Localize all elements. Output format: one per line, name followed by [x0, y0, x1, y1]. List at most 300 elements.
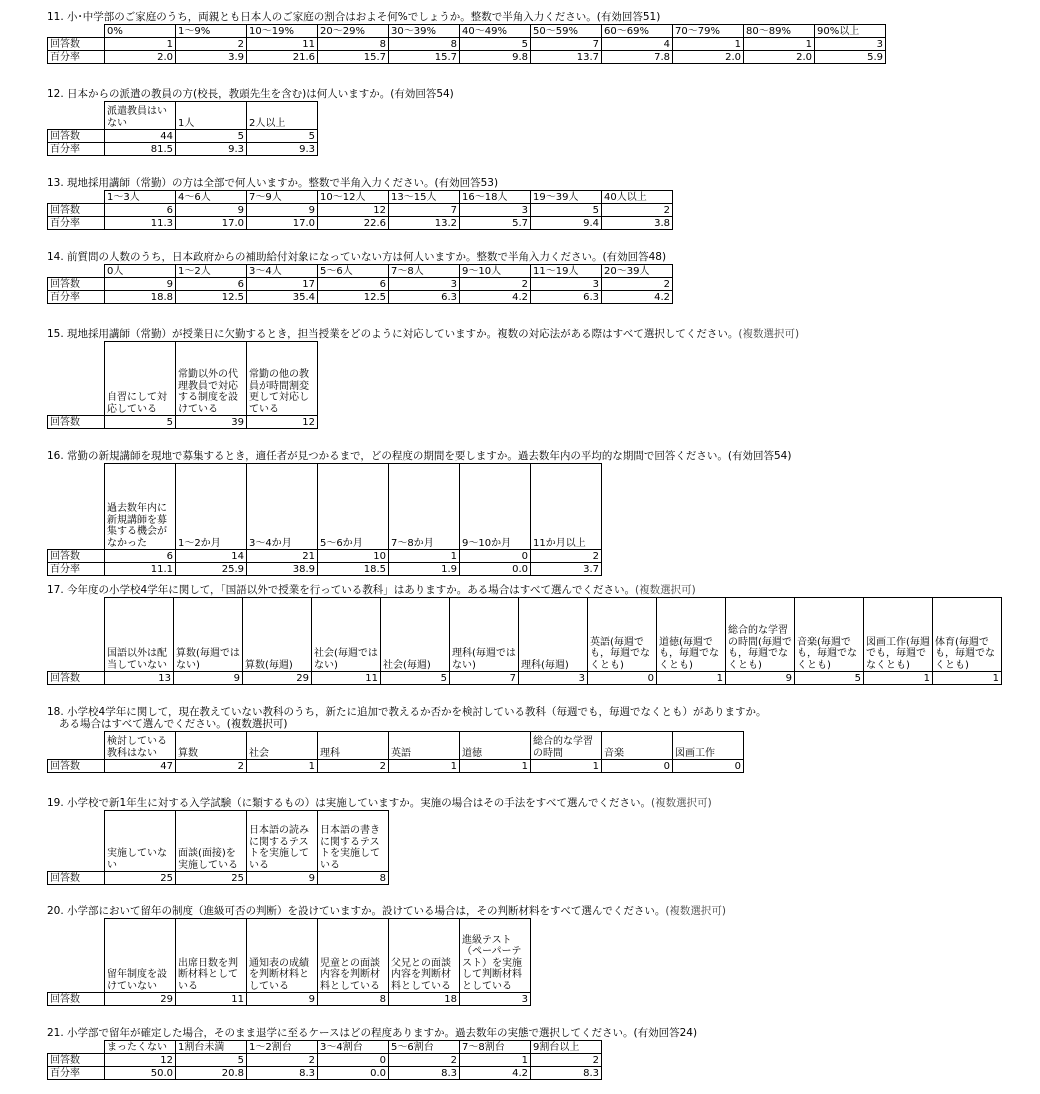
- value-cell: 0: [460, 550, 531, 563]
- column-header: 40人以上: [602, 191, 673, 204]
- value-cell: 18.8: [105, 291, 176, 304]
- value-cell: 3: [389, 278, 460, 291]
- value-cell: 11.1: [105, 563, 176, 576]
- column-header: 90%以上: [815, 25, 886, 38]
- row-label: 回答数: [48, 550, 105, 563]
- result-table: [47, 101, 318, 156]
- value-cell: 17: [247, 278, 318, 291]
- question-title-text: 16. 常勤の新規講師を現地で募集するとき，適任者が見つかるまで，どの程度の期間を要しますか。過去数年内の平均的な期間で回答ください。(有効回答54): [47, 450, 792, 462]
- question-q14: [47, 251, 673, 304]
- question-q16: [47, 450, 791, 576]
- result-table: [47, 731, 744, 773]
- value-cell: 1: [933, 672, 1002, 685]
- value-cell: 13.2: [389, 217, 460, 230]
- column-header: 5〜6人: [318, 265, 389, 278]
- corner-cell: [48, 598, 105, 672]
- column-header: 10〜19%: [247, 25, 318, 38]
- question-note: (複数選択可): [651, 797, 712, 809]
- value-cell: 44: [105, 130, 176, 143]
- percent-row: [48, 1067, 602, 1080]
- result-table: [47, 190, 673, 230]
- row-label: 百分率: [48, 563, 105, 576]
- question-title: [47, 584, 1002, 596]
- percent-row: [48, 51, 886, 64]
- column-header: 社会(毎週): [381, 598, 450, 672]
- table-header-row: [48, 191, 673, 204]
- value-cell: 0: [602, 760, 673, 773]
- value-cell: 12: [318, 204, 389, 217]
- percent-row: [48, 291, 673, 304]
- column-header: 実施していない: [105, 811, 176, 872]
- table-header-row: [48, 464, 602, 550]
- question-title: [47, 706, 767, 718]
- column-header: 留年制度を設けていない: [105, 919, 176, 993]
- value-cell: 10: [318, 550, 389, 563]
- value-cell: 11.3: [105, 217, 176, 230]
- corner-cell: [48, 25, 105, 38]
- column-header: 1〜9%: [176, 25, 247, 38]
- table-header-row: [48, 732, 744, 760]
- row-label: 回答数: [48, 872, 105, 885]
- row-label: 回答数: [48, 993, 105, 1006]
- column-header: 社会: [247, 732, 318, 760]
- column-header: 3〜4人: [247, 265, 318, 278]
- column-header: 日本語の書きに関するテストを実施している: [318, 811, 389, 872]
- column-header: 30〜39%: [389, 25, 460, 38]
- value-cell: 6: [105, 204, 176, 217]
- value-cell: 0: [673, 760, 744, 773]
- question-note: (複数選択可): [738, 328, 800, 340]
- value-cell: 9.3: [176, 143, 247, 156]
- row-label: 回答数: [48, 1054, 105, 1067]
- column-header: 過去数年内に新規講師を募集する機会がなかった: [105, 464, 176, 550]
- value-cell: 17.0: [176, 217, 247, 230]
- value-cell: 1: [460, 760, 531, 773]
- value-cell: 1.9: [389, 563, 460, 576]
- column-header: 11か月以上: [531, 464, 602, 550]
- row-label: 百分率: [48, 143, 105, 156]
- value-cell: 9.3: [247, 143, 318, 156]
- value-cell: 3: [519, 672, 588, 685]
- value-cell: 5: [176, 130, 247, 143]
- result-table: [47, 597, 1002, 685]
- corner-cell: [48, 191, 105, 204]
- row-label: 百分率: [48, 217, 105, 230]
- column-header: 3〜4割台: [318, 1041, 389, 1054]
- column-header: 父兄との面談内容を判断材料としている: [389, 919, 460, 993]
- table-header-row: [48, 598, 1002, 672]
- column-header: 1割台未満: [176, 1041, 247, 1054]
- column-header: 日本語の読みに関するテストを実施している: [247, 811, 318, 872]
- column-header: 40〜49%: [460, 25, 531, 38]
- value-cell: 81.5: [105, 143, 176, 156]
- value-cell: 3: [460, 993, 531, 1006]
- count-row: [48, 760, 744, 773]
- row-label: 百分率: [48, 51, 105, 64]
- column-header: 60〜69%: [602, 25, 673, 38]
- value-cell: 1: [105, 38, 176, 51]
- question-q19: [47, 797, 712, 885]
- column-header: 図画工作(毎週でも，毎週でなくとも): [864, 598, 933, 672]
- value-cell: 5: [795, 672, 864, 685]
- value-cell: 15.7: [389, 51, 460, 64]
- column-header: 20〜29%: [318, 25, 389, 38]
- column-header: 理科: [318, 732, 389, 760]
- question-title-line2: ある場合はすべて選んでください。(複数選択可): [59, 718, 288, 731]
- column-header: 9〜10人: [460, 265, 531, 278]
- value-cell: 2: [389, 1054, 460, 1067]
- value-cell: 9: [105, 278, 176, 291]
- value-cell: 5: [381, 672, 450, 685]
- value-cell: 20.8: [176, 1067, 247, 1080]
- row-label: 回答数: [48, 416, 105, 429]
- question-title-text: 20. 小学部において留年の制度（進級可否の判断）を設けていますか。設けている場合は，その判断材料をすべて選んでください。: [47, 905, 666, 917]
- corner-cell: [48, 1041, 105, 1054]
- value-cell: 11: [247, 38, 318, 51]
- column-header: 0%: [105, 25, 176, 38]
- value-cell: 5: [460, 38, 531, 51]
- column-header: 13〜15人: [389, 191, 460, 204]
- question-title-text: 15. 現地採用講師（常勤）が授業日に欠勤するとき，担当授業をどのように対応していますか。複数の対応法がある際はすべて選択してください。: [47, 328, 739, 340]
- question-title: [47, 177, 673, 189]
- question-title-text: 13. 現地採用講師（常勤）の方は全部で何人いますか。整数で半角入力ください。(有効回答53): [47, 177, 499, 189]
- value-cell: 9.4: [531, 217, 602, 230]
- column-header: 体育(毎週でも，毎週でなくとも): [933, 598, 1002, 672]
- count-row: [48, 993, 531, 1006]
- value-cell: 8.3: [247, 1067, 318, 1080]
- value-cell: 1: [389, 760, 460, 773]
- count-row: [48, 278, 673, 291]
- column-header: 派遣教員はいない: [105, 102, 176, 130]
- question-q17: [47, 584, 1002, 685]
- column-header: 11〜19人: [531, 265, 602, 278]
- value-cell: 18: [389, 993, 460, 1006]
- column-header: 算数: [176, 732, 247, 760]
- value-cell: 8.3: [389, 1067, 460, 1080]
- column-header: 検討している教科はない: [105, 732, 176, 760]
- question-title: [47, 88, 454, 100]
- value-cell: 6: [105, 550, 176, 563]
- question-title-text: 14. 前質問の人数のうち，日本政府からの補助給付対象になっていない方は何人いますか。整数で半角入力ください。(有効回答48): [47, 251, 667, 263]
- value-cell: 9: [174, 672, 243, 685]
- value-cell: 8: [318, 38, 389, 51]
- question-title: [47, 797, 712, 809]
- table-header-row: [48, 1041, 602, 1054]
- value-cell: 2.0: [673, 51, 744, 64]
- percent-row: [48, 217, 673, 230]
- result-table: [47, 463, 602, 576]
- question-title-text: 18. 小学校4学年に関して，現在教えていない教科のうち，新たに追加で教えるか否かを検討している教科（毎週でも，毎週でなくとも）がありますか。: [47, 706, 767, 718]
- column-header: 9割台以上: [531, 1041, 602, 1054]
- question-q18: [47, 706, 767, 773]
- result-table: [47, 264, 673, 304]
- column-header: 英語: [389, 732, 460, 760]
- column-header: 総合的な学習の時間: [531, 732, 602, 760]
- column-header: 9〜10か月: [460, 464, 531, 550]
- question-note: (複数選択可): [665, 905, 727, 917]
- value-cell: 5.7: [460, 217, 531, 230]
- value-cell: 13.7: [531, 51, 602, 64]
- value-cell: 11: [176, 993, 247, 1006]
- column-header: 80〜89%: [744, 25, 815, 38]
- column-header: 道徳: [460, 732, 531, 760]
- value-cell: 2: [176, 38, 247, 51]
- value-cell: 0.0: [460, 563, 531, 576]
- value-cell: 5: [105, 416, 176, 429]
- question-title-text: 21. 小学部で留年が確定した場合，そのまま退学に至るケースはどの程度ありますか。過去数年の実態で選択してください。(有効回答24): [47, 1027, 698, 1039]
- count-row: [48, 672, 1002, 685]
- question-q13: [47, 177, 673, 230]
- value-cell: 0: [588, 672, 657, 685]
- row-label: 百分率: [48, 1067, 105, 1080]
- value-cell: 1: [673, 38, 744, 51]
- value-cell: 11: [312, 672, 381, 685]
- column-header: 図画工作: [673, 732, 744, 760]
- percent-row: [48, 563, 602, 576]
- value-cell: 25: [105, 872, 176, 885]
- result-table: [47, 24, 886, 64]
- result-table: [47, 918, 531, 1006]
- value-cell: 1: [744, 38, 815, 51]
- column-header: 通知表の成績を判断材料としている: [247, 919, 318, 993]
- column-header: 7〜8か月: [389, 464, 460, 550]
- column-header: 1〜2人: [176, 265, 247, 278]
- value-cell: 50.0: [105, 1067, 176, 1080]
- column-header: 音楽(毎週でも，毎週でなくとも): [795, 598, 864, 672]
- table-header-row: [48, 102, 318, 130]
- value-cell: 1: [657, 672, 726, 685]
- column-header: 1人: [176, 102, 247, 130]
- value-cell: 12.5: [318, 291, 389, 304]
- value-cell: 5: [247, 130, 318, 143]
- question-title-text: 19. 小学校で新1年生に対する入学試験（に類するもの）は実施していますか。実施の場合はその手法をすべて選んでください。: [47, 797, 652, 809]
- value-cell: 18.5: [318, 563, 389, 576]
- question-q11: [47, 11, 886, 64]
- value-cell: 2: [247, 1054, 318, 1067]
- value-cell: 2: [318, 760, 389, 773]
- result-table: [47, 810, 389, 885]
- column-header: 面談(面接)を実施している: [176, 811, 247, 872]
- table-header-row: [48, 919, 531, 993]
- column-header: 4〜6人: [176, 191, 247, 204]
- column-header: 道徳(毎週でも，毎週でなくとも): [657, 598, 726, 672]
- question-title: [47, 328, 799, 340]
- column-header: 50〜59%: [531, 25, 602, 38]
- value-cell: 15.7: [318, 51, 389, 64]
- value-cell: 2: [602, 278, 673, 291]
- value-cell: 21: [247, 550, 318, 563]
- value-cell: 25: [176, 872, 247, 885]
- value-cell: 6: [176, 278, 247, 291]
- column-header: 5〜6割台: [389, 1041, 460, 1054]
- value-cell: 8.3: [531, 1067, 602, 1080]
- question-q12: [47, 88, 454, 156]
- value-cell: 5: [531, 204, 602, 217]
- column-header: 20〜39人: [602, 265, 673, 278]
- value-cell: 8: [318, 993, 389, 1006]
- result-table: [47, 1040, 602, 1080]
- column-header: 7〜8人: [389, 265, 460, 278]
- value-cell: 3.7: [531, 563, 602, 576]
- value-cell: 3: [815, 38, 886, 51]
- column-header: まったくない: [105, 1041, 176, 1054]
- question-q21: [47, 1027, 697, 1080]
- value-cell: 29: [105, 993, 176, 1006]
- column-header: 英語(毎週でも，毎週でなくとも): [588, 598, 657, 672]
- corner-cell: [48, 811, 105, 872]
- row-label: 回答数: [48, 278, 105, 291]
- question-title: [47, 450, 791, 462]
- column-header: 出席日数を判断材料としている: [176, 919, 247, 993]
- value-cell: 3: [531, 278, 602, 291]
- value-cell: 7: [389, 204, 460, 217]
- question-note: (複数選択可): [635, 584, 696, 596]
- count-row: [48, 416, 318, 429]
- result-table: [47, 341, 318, 429]
- row-label: 回答数: [48, 760, 105, 773]
- value-cell: 5: [176, 1054, 247, 1067]
- count-row: [48, 204, 673, 217]
- corner-cell: [48, 464, 105, 550]
- value-cell: 9.8: [460, 51, 531, 64]
- value-cell: 12: [247, 416, 318, 429]
- question-title: [47, 1027, 697, 1039]
- percent-row: [48, 143, 318, 156]
- column-header: 音楽: [602, 732, 673, 760]
- corner-cell: [48, 342, 105, 416]
- value-cell: 4: [602, 38, 673, 51]
- value-cell: 12: [105, 1054, 176, 1067]
- column-header: 16〜18人: [460, 191, 531, 204]
- value-cell: 2: [531, 550, 602, 563]
- value-cell: 1: [389, 550, 460, 563]
- row-label: 百分率: [48, 291, 105, 304]
- value-cell: 1: [531, 760, 602, 773]
- value-cell: 3.8: [602, 217, 673, 230]
- value-cell: 9: [247, 993, 318, 1006]
- value-cell: 2: [176, 760, 247, 773]
- column-header: 1〜2割台: [247, 1041, 318, 1054]
- value-cell: 22.6: [318, 217, 389, 230]
- value-cell: 3.9: [176, 51, 247, 64]
- column-header: 総合的な学習の時間(毎週でも，毎週でなくとも): [726, 598, 795, 672]
- column-header: 常勤以外の代理教員で対応する制度を設けている: [176, 342, 247, 416]
- value-cell: 7: [531, 38, 602, 51]
- value-cell: 1: [864, 672, 933, 685]
- table-header-row: [48, 25, 886, 38]
- value-cell: 2.0: [744, 51, 815, 64]
- column-header: 算数(毎週ではない): [174, 598, 243, 672]
- corner-cell: [48, 732, 105, 760]
- column-header: 児童との面談内容を判断材料としている: [318, 919, 389, 993]
- column-header: 常勤の他の教員が時間割変更して対応している: [247, 342, 318, 416]
- column-header: 理科(毎週ではない): [450, 598, 519, 672]
- question-q15: [47, 328, 799, 429]
- row-label: 回答数: [48, 672, 105, 685]
- column-header: 7〜8割台: [460, 1041, 531, 1054]
- value-cell: 3: [460, 204, 531, 217]
- value-cell: 2: [602, 204, 673, 217]
- value-cell: 9: [247, 872, 318, 885]
- value-cell: 9: [247, 204, 318, 217]
- value-cell: 4.2: [602, 291, 673, 304]
- value-cell: 29: [243, 672, 312, 685]
- value-cell: 38.9: [247, 563, 318, 576]
- value-cell: 4.2: [460, 291, 531, 304]
- question-title-text: 17. 今年度の小学校4学年に関して，「国語以外で授業を行っている教科」はありますか。ある場合はすべて選んでください。: [47, 584, 636, 596]
- value-cell: 39: [176, 416, 247, 429]
- column-header: 70〜79%: [673, 25, 744, 38]
- count-row: [48, 38, 886, 51]
- column-header: 進級テスト（ペーパーテスト）を実施して判断材料としている: [460, 919, 531, 993]
- column-header: 10〜12人: [318, 191, 389, 204]
- value-cell: 4.2: [460, 1067, 531, 1080]
- column-header: 社会(毎週ではない): [312, 598, 381, 672]
- value-cell: 9: [176, 204, 247, 217]
- value-cell: 0.0: [318, 1067, 389, 1080]
- table-header-row: [48, 265, 673, 278]
- value-cell: 7: [450, 672, 519, 685]
- column-header: 19〜39人: [531, 191, 602, 204]
- row-label: 回答数: [48, 38, 105, 51]
- value-cell: 17.0: [247, 217, 318, 230]
- question-title: [47, 251, 673, 263]
- column-header: 0人: [105, 265, 176, 278]
- value-cell: 47: [105, 760, 176, 773]
- row-label: 回答数: [48, 204, 105, 217]
- column-header: 理科(毎週): [519, 598, 588, 672]
- value-cell: 6: [318, 278, 389, 291]
- column-header: 自習にして対応している: [105, 342, 176, 416]
- column-header: 算数(毎週): [243, 598, 312, 672]
- value-cell: 35.4: [247, 291, 318, 304]
- count-row: [48, 1054, 602, 1067]
- value-cell: 14: [176, 550, 247, 563]
- value-cell: 2.0: [105, 51, 176, 64]
- value-cell: 6.3: [389, 291, 460, 304]
- value-cell: 13: [105, 672, 174, 685]
- corner-cell: [48, 919, 105, 993]
- corner-cell: [48, 102, 105, 130]
- value-cell: 7.8: [602, 51, 673, 64]
- count-row: [48, 872, 389, 885]
- column-header: 5〜6か月: [318, 464, 389, 550]
- value-cell: 2: [460, 278, 531, 291]
- question-title-text: 12. 日本からの派遣の教員の方(校長，教頭先生を含む)は何人いますか。(有効回答54): [47, 88, 454, 100]
- question-q20: [47, 905, 726, 1006]
- value-cell: 1: [460, 1054, 531, 1067]
- value-cell: 6.3: [531, 291, 602, 304]
- question-title: [47, 905, 726, 917]
- value-cell: 25.9: [176, 563, 247, 576]
- column-header: 3〜4か月: [247, 464, 318, 550]
- value-cell: 21.6: [247, 51, 318, 64]
- value-cell: 8: [389, 38, 460, 51]
- column-header: 2人以上: [247, 102, 318, 130]
- value-cell: 9: [726, 672, 795, 685]
- table-header-row: [48, 811, 389, 872]
- question-title-text: 11. 小･中学部のご家庭のうち，両親とも日本人のご家庭の割合はおよそ何%でしょうか。整数で半角入力ください。(有効回答51): [47, 11, 661, 23]
- row-label: 回答数: [48, 130, 105, 143]
- question-title: [47, 11, 886, 23]
- corner-cell: [48, 265, 105, 278]
- value-cell: 12.5: [176, 291, 247, 304]
- value-cell: 0: [318, 1054, 389, 1067]
- value-cell: 5.9: [815, 51, 886, 64]
- count-row: [48, 130, 318, 143]
- count-row: [48, 550, 602, 563]
- value-cell: 8: [318, 872, 389, 885]
